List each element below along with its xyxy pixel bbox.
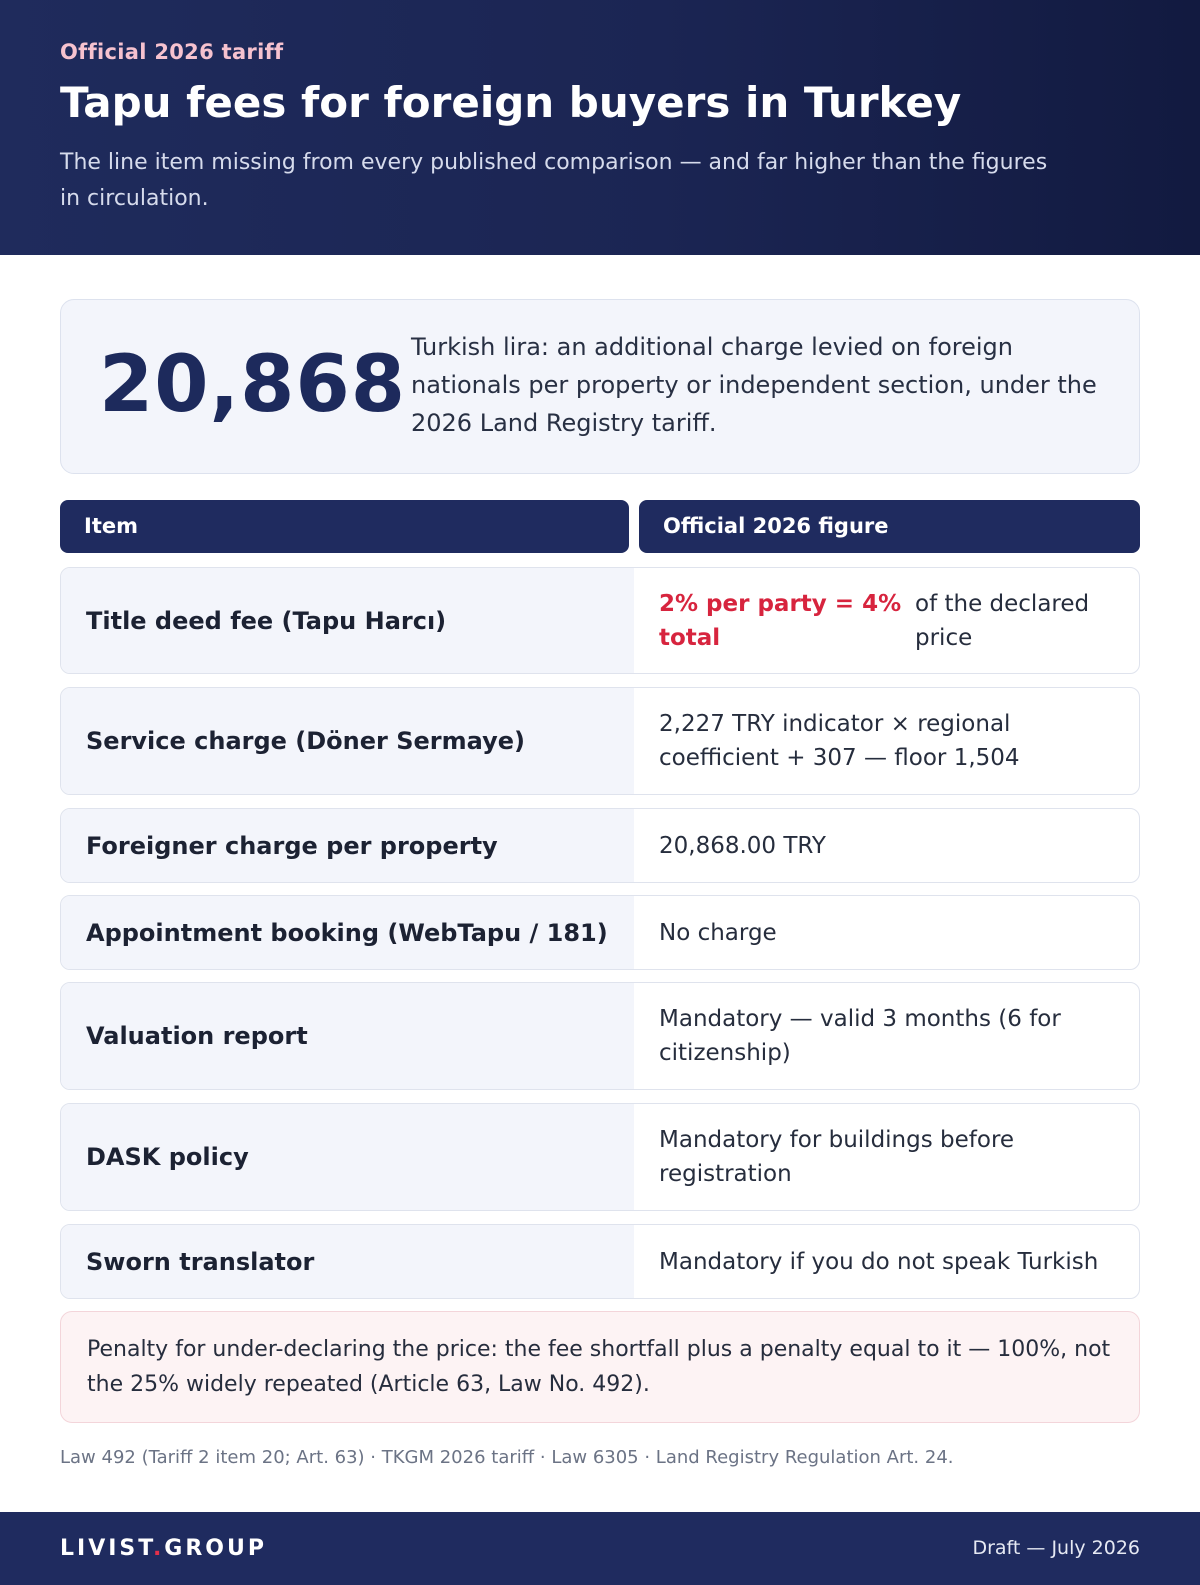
table-row xyxy=(60,1224,1140,1299)
highlight-text: Turkish lira: an additional charge levied on foreign nationals per property or independent section, under the 2026 Land Registry tariff. xyxy=(411,333,1097,437)
sources-note: Law 492 (Tariff 2 item 20; Art. 63) · TKGM 2026 tariff · Law 6305 · Land Registry Regulation Art. 24. xyxy=(60,1447,954,1468)
penalty-note: Penalty for under-declaring the price: the fee shortfall plus a penalty equal to it — 100%, not the 25% widely repeated (Article 63, Law No. 492). xyxy=(60,1311,1140,1423)
logo-text-right: GROUP xyxy=(164,1536,267,1561)
row-item: DASK policy xyxy=(61,1104,634,1210)
row-figure: Mandatory for buildings before registration xyxy=(659,1127,1015,1187)
table-row xyxy=(60,567,1140,674)
row-figure: Mandatory if you do not speak Turkish xyxy=(659,1248,1099,1275)
row-figure-text: of the declared price xyxy=(915,590,1090,651)
column-header-item: Item xyxy=(60,500,629,553)
row-item: Appointment booking (WebTapu / 181) xyxy=(61,896,634,969)
table-row xyxy=(60,895,1140,970)
draft-date: Draft — July 2026 xyxy=(972,1537,1140,1559)
footer-bar xyxy=(0,1512,1200,1585)
table-row xyxy=(60,982,1140,1090)
column-header-figure: Official 2026 figure xyxy=(639,500,1140,553)
page-subtitle: The line item missing from every published comparison — and far higher than the figures in circulation. xyxy=(60,150,1048,211)
row-figure: 2,227 TRY indicator × regional coefficient + 307 — floor 1,504 xyxy=(659,711,1020,771)
header-banner xyxy=(0,0,1200,255)
logo-dot: . xyxy=(152,1536,165,1561)
row-figure: 20,868.00 TRY xyxy=(659,832,826,859)
row-item: Title deed fee (Tapu Harcı) xyxy=(61,568,634,673)
row-figure-accent: 2% per party = 4% total xyxy=(659,590,902,651)
table-row xyxy=(60,808,1140,883)
row-figure xyxy=(634,568,1139,673)
logo-text-left: LIVIST xyxy=(60,1536,153,1561)
row-item: Valuation report xyxy=(61,983,634,1089)
eyebrow: Official 2026 tariff xyxy=(60,40,284,64)
row-figure: Mandatory — valid 3 months (6 for citizenship) xyxy=(659,1006,1061,1066)
row-item: Service charge (Döner Sermaye) xyxy=(61,688,634,794)
row-item: Sworn translator xyxy=(61,1225,634,1298)
highlight-card xyxy=(60,299,1140,474)
highlight-value: 20,868 xyxy=(99,340,406,430)
row-item: Foreigner charge per property xyxy=(61,809,634,882)
table-row xyxy=(60,687,1140,795)
row-figure: No charge xyxy=(659,919,777,946)
table-row xyxy=(60,1103,1140,1211)
brand-logo xyxy=(60,1536,267,1561)
page-title: Tapu fees for foreign buyers in Turkey xyxy=(60,78,962,127)
